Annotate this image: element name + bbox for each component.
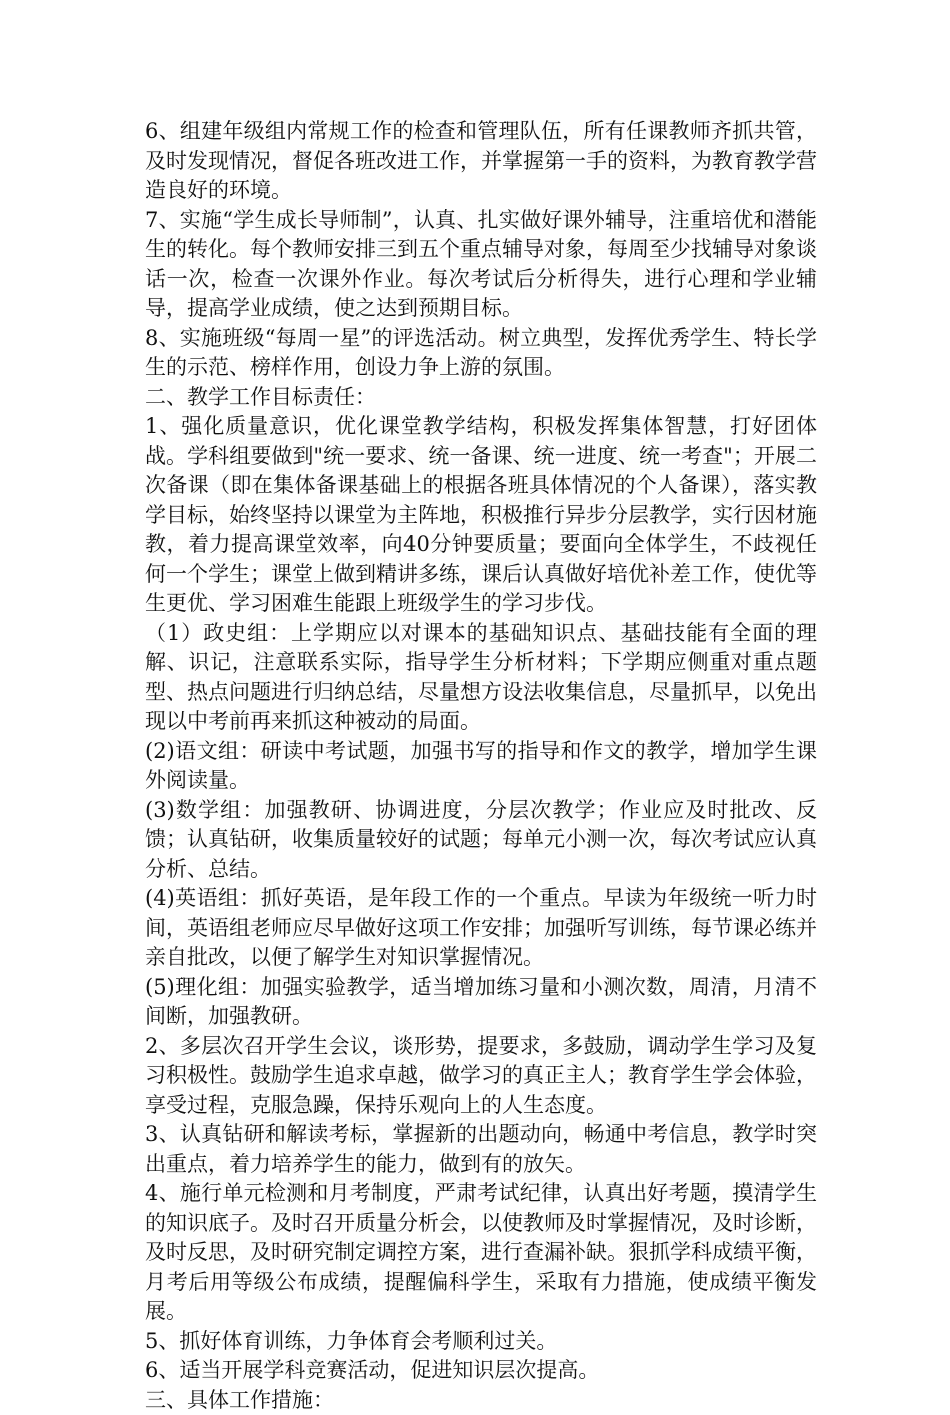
paragraph-physics-chemistry-group: (5)理化组：加强实验教学，适当增加练习量和小测次数，周清，月清不间断，加强教研。 <box>145 973 817 1032</box>
section-heading-teaching-goals: 二、教学工作目标责任： <box>145 383 817 413</box>
paragraph-item-6-competitions: 6、适当开展学科竞赛活动，促进知识层次提高。 <box>145 1356 817 1386</box>
paragraph-chinese-group: (2)语文组：研读中考试题，加强书写的指导和作文的教学，增加学生课外阅读量。 <box>145 737 817 796</box>
paragraph-math-group: (3)数学组：加强教研、协调进度，分层次教学；作业应及时批改、反馈；认真钻研，收集质量较好的试题；每单元小测一次，每次考试应认真分析、总结。 <box>145 796 817 885</box>
section-heading-specific-measures: 三、具体工作措施： <box>145 1386 817 1415</box>
paragraph-item-4-unit-tests: 4、施行单元检测和月考制度，严肃考试纪律，认真出好考题，摸清学生的知识底子。及时召开质量分析会，以使教师及时掌握情况，及时诊断，及时反思，及时研究制定调控方案，进行查漏补缺。狠抓学科成绩平衡，月考后用等级公布成绩，提醒偏科学生，采取有力措施，使成绩平衡发展。 <box>145 1179 817 1327</box>
paragraph-item-5-pe-training: 5、抓好体育训练，力争体育会考顺利过关。 <box>145 1327 817 1357</box>
paragraph-item-1-quality-awareness: 1、强化质量意识，优化课堂教学结构，积极发挥集体智慧，打好团体战。学科组要做到"统一要求、统一备课、统一进度、统一考查"；开展二次备课（即在集体备课基础上的根据各班具体情况的个人备课），落实教学目标，始终坚持以课堂为主阵地，积极推行异步分层教学，实行因材施教，着力提高课堂效率，向40分钟要质量；要面向全体学生，不歧视任何一个学生；课堂上做到精讲多练，课后认真做好培优补差工作，使优等生更优、学习困难生能跟上班级学生的学习步伐。 <box>145 412 817 619</box>
paragraph-item-3-exam-standards: 3、认真钻研和解读考标，掌握新的出题动向，畅通中考信息，教学时突出重点，着力培养学生的能力，做到有的放矢。 <box>145 1120 817 1179</box>
paragraph-english-group: (4)英语组：抓好英语，是年段工作的一个重点。早读为年级统一听力时间，英语组老师应尽早做好这项工作安排；加强听写训练，每节课必练并亲自批改，以便了解学生对知识掌握情况。 <box>145 884 817 973</box>
paragraph-item-2-student-meetings: 2、多层次召开学生会议，谈形势，提要求，多鼓励，调动学生学习及复习积极性。鼓励学生追求卓越，做学习的真正主人；教育学生学会体验，享受过程，克服急躁，保持乐观向上的人生态度。 <box>145 1032 817 1121</box>
paragraph-politics-history-group: （1）政史组：上学期应以对课本的基础知识点、基础技能有全面的理解、识记，注意联系实际，指导学生分析材料；下学期应侧重对重点题型、热点问题进行归纳总结，尽量想方设法收集信息，尽量抓早，以免出现以中考前再来抓这种被动的局面。 <box>145 619 817 737</box>
paragraph-item-8-weekly-star: 8、实施班级“每周一星”的评选活动。树立典型，发挥优秀学生、特长学生的示范、榜样作用，创设力争上游的氛围。 <box>145 324 817 383</box>
paragraph-item-7-mentor-system: 7、实施“学生成长导师制”，认真、扎实做好课外辅导，注重培优和潜能生的转化。每个教师安排三到五个重点辅导对象，每周至少找辅导对象谈话一次，检查一次课外作业。每次考试后分析得失，进行心理和学业辅导，提高学业成绩，使之达到预期目标。 <box>145 206 817 324</box>
document-page <box>145 117 817 1415</box>
paragraph-item-6-inspection-team: 6、组建年级组内常规工作的检查和管理队伍，所有任课教师齐抓共管，及时发现情况，督促各班改进工作，并掌握第一手的资料，为教育教学营造良好的环境。 <box>145 117 817 206</box>
